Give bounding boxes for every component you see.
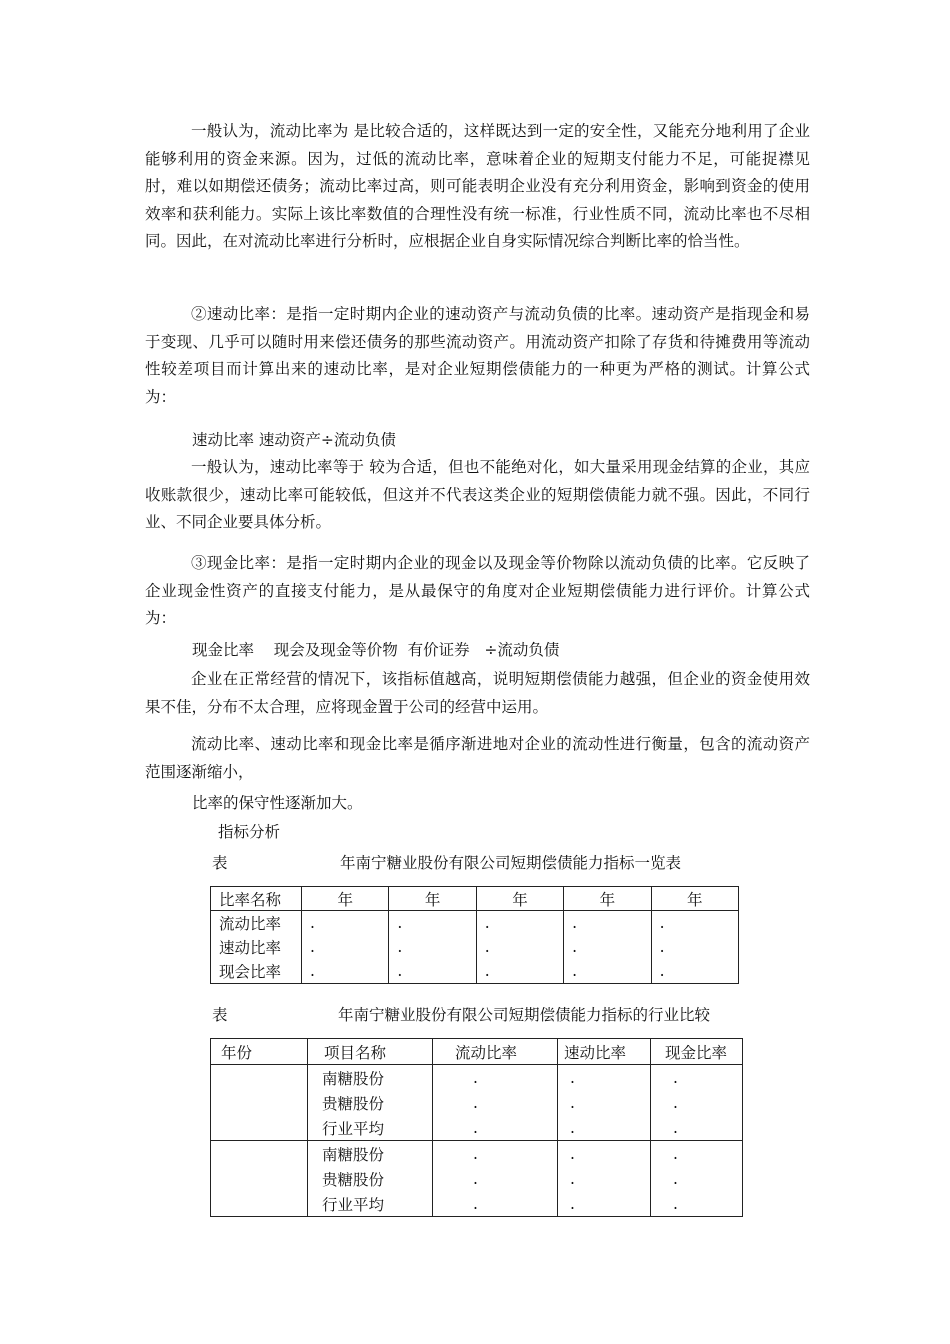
table-row	[211, 959, 739, 984]
value-cell: .	[651, 1065, 743, 1091]
table-header-row	[211, 887, 739, 911]
value-cell: .	[433, 1090, 558, 1115]
value-cell: .	[651, 959, 738, 984]
value-cell: .	[558, 1115, 651, 1141]
table1-caption-title: 年南宁糖业股份有限公司短期偿债能力指标一览表	[340, 854, 682, 872]
table-row	[211, 1141, 743, 1167]
table-row	[211, 911, 739, 936]
table-row	[211, 935, 739, 959]
table-header-cell: 比率名称	[211, 887, 302, 911]
table-header-cell: 项目名称	[308, 1039, 433, 1065]
value-cell: .	[302, 935, 389, 959]
value-cell: .	[558, 1090, 651, 1115]
value-cell: .	[651, 1115, 743, 1141]
value-cell: .	[476, 935, 563, 959]
value-cell: .	[651, 1191, 743, 1217]
paragraph-quick-ratio: ②速动比率：是指一定时期内企业的速动资产与流动负债的比率。速动资产是指现金和易于变现、几乎可以随时用来偿还债务的那些流动资产。用流动资产扣除了存货和待摊费用等流动性较差项目而计算出来的速动比率，是对企业短期偿债能力的一种更为严格的测试。计算公式为：	[145, 305, 810, 406]
value-cell: .	[476, 959, 563, 984]
value-cell: .	[302, 911, 389, 936]
ratio-name-cell: 速动比率	[211, 935, 302, 959]
short-term-solvency-table	[210, 886, 739, 984]
value-cell: .	[564, 959, 651, 984]
item-name-cell: 南糖股份	[308, 1065, 433, 1091]
item-name-cell: 贵糖股份	[308, 1166, 433, 1191]
value-cell: .	[558, 1166, 651, 1191]
value-cell: .	[651, 935, 738, 959]
value-cell: .	[433, 1115, 558, 1141]
table-header-cell: 现金比率	[651, 1039, 743, 1065]
value-cell: .	[433, 1166, 558, 1191]
ratio-name-cell: 现会比率	[211, 959, 302, 984]
value-cell: .	[558, 1065, 651, 1091]
paragraph-ratio-summary-end: 比率的保守性逐渐加大。	[192, 794, 363, 812]
table-header-cell: 年	[564, 887, 651, 911]
value-cell: .	[651, 911, 738, 936]
item-name-cell: 南糖股份	[308, 1141, 433, 1167]
value-cell: .	[433, 1065, 558, 1091]
table2-caption-title: 年南宁糖业股份有限公司短期偿债能力指标的行业比较	[338, 1006, 711, 1024]
value-cell: .	[389, 911, 476, 936]
industry-comparison-table	[210, 1038, 743, 1217]
value-cell: .	[558, 1191, 651, 1217]
value-cell: .	[433, 1191, 558, 1217]
paragraph-quick-ratio-note: 一般认为，速动比率等于 较为合适，但也不能绝对化，如大量采用现金结算的企业，其应收账款很少，速动比率可能较低，但这并不代表这类企业的短期偿债能力就不强。因此，不同行业、不同企业要具体分析。	[145, 458, 810, 531]
value-cell: .	[389, 959, 476, 984]
value-cell: .	[558, 1141, 651, 1167]
table1-caption-prefix: 表	[212, 854, 228, 872]
section-heading: 指标分析	[218, 823, 281, 841]
value-cell: .	[564, 935, 651, 959]
item-name-cell: 行业平均	[308, 1191, 433, 1217]
item-name-cell: 贵糖股份	[308, 1090, 433, 1115]
paragraph-ratio-summary: 流动比率、速动比率和现金比率是循序渐进地对企业的流动性进行衡量，包含的流动资产范围逐渐缩小，	[145, 735, 810, 781]
table-header-cell: 年份	[211, 1039, 308, 1065]
year-cell	[211, 1065, 308, 1141]
table-row	[211, 1065, 743, 1091]
year-cell	[211, 1141, 308, 1217]
table-header-cell: 年	[389, 887, 476, 911]
paragraph-cash-ratio-note: 企业在正常经营的情况下，该指标值越高，说明短期偿债能力越强，但企业的资金使用效果不佳，分布不太合理，应将现金置于公司的经营中运用。	[145, 670, 810, 716]
formula-quick-ratio: 速动比率 速动资产÷流动负债	[192, 431, 396, 449]
value-cell: .	[433, 1141, 558, 1167]
table-header-cell: 年	[651, 887, 738, 911]
value-cell: .	[389, 935, 476, 959]
item-name-cell: 行业平均	[308, 1115, 433, 1141]
formula-cash-ratio: 现金比率 现会及现金等价物 有价证券 ÷流动负债	[192, 641, 560, 659]
paragraph-current-ratio: 一般认为，流动比率为 是比较合适的，这样既达到一定的安全性，又能充分地利用了企业能够利用的资金来源。因为，过低的流动比率，意味着企业的短期支付能力不足，可能捉襟见肘，难以如期偿还债务；流动比率过高，则可能表明企业没有充分利用资金，影响到资金的使用效率和获利能力。实际上该比率数值的合理性没有统一标准，行业性质不同，流动比率也不尽相同。因此，在对流动比率进行分析时，应根据企业自身实际情况综合判断比率的恰当性。	[145, 122, 810, 250]
value-cell: .	[476, 911, 563, 936]
value-cell: .	[302, 959, 389, 984]
value-cell: .	[651, 1090, 743, 1115]
table2-caption-prefix: 表	[212, 1006, 228, 1024]
table-header-cell: 流动比率	[433, 1039, 558, 1065]
value-cell: .	[564, 911, 651, 936]
table-header-cell: 年	[476, 887, 563, 911]
value-cell: .	[651, 1141, 743, 1167]
ratio-name-cell: 流动比率	[211, 911, 302, 936]
table-header-row	[211, 1039, 743, 1065]
paragraph-cash-ratio: ③现金比率：是指一定时期内企业的现金以及现金等价物除以流动负债的比率。它反映了企业现金性资产的直接支付能力，是从最保守的角度对企业短期偿债能力进行评价。计算公式为：	[145, 554, 810, 627]
table-header-cell: 年	[302, 887, 389, 911]
table-header-cell: 速动比率	[558, 1039, 651, 1065]
value-cell: .	[651, 1166, 743, 1191]
